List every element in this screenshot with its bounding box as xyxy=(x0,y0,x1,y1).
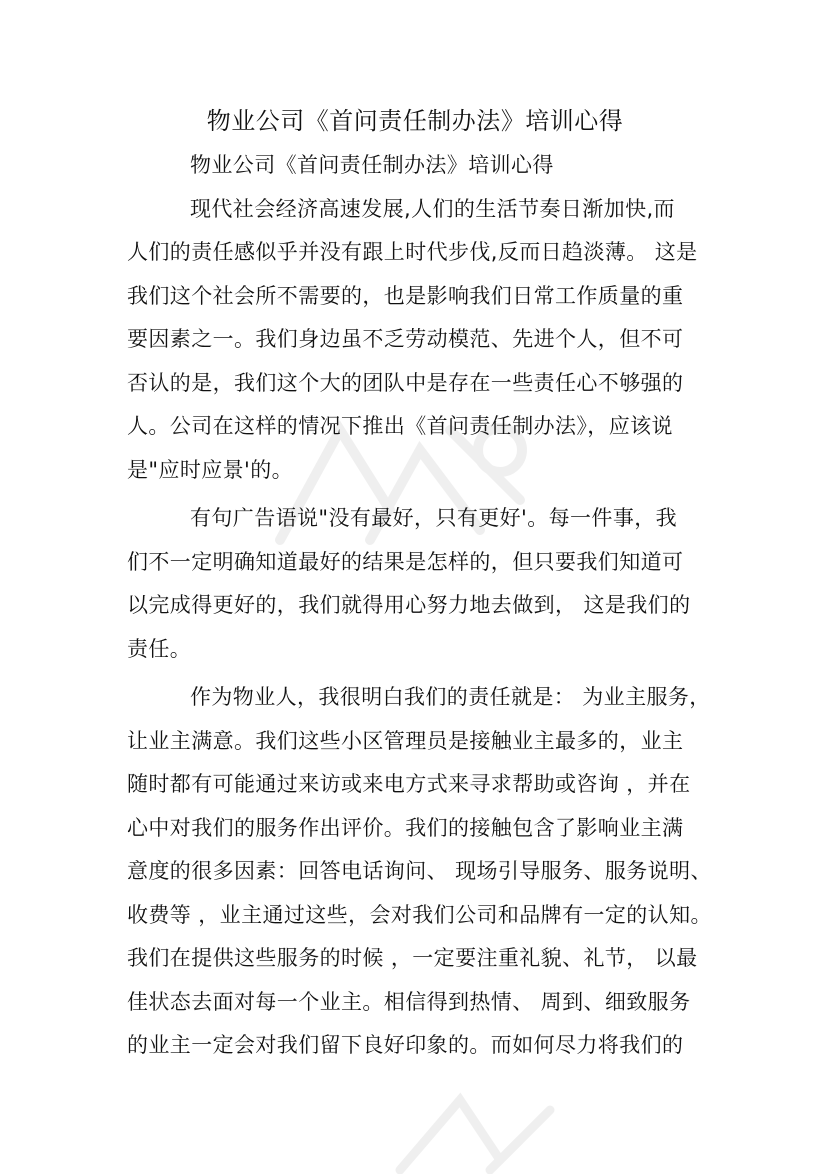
paragraph-line: 要因素之一。我们身边虽不乏劳动模范、先进个人，但不可 xyxy=(127,327,684,351)
paragraph-line: 物业公司《首问责任制办法》培训心得 xyxy=(190,153,554,177)
paragraph-line: 佳状态去面对每一个业主。相信得到热情、 周到、细致服务 xyxy=(127,989,691,1014)
paragraph-line: 让业主满意。我们这些小区管理员是接触业主最多的，业主 xyxy=(127,728,684,753)
paragraph-line: 现代社会经济高速发展,人们的生活节奏日渐加快,而 xyxy=(190,196,675,221)
paragraph-line: 们不一定明确知道最好的结果是怎样的，但只要我们知道可 xyxy=(127,549,684,574)
paragraph-line: 有句广告语说"没有最好，只有更好'。每一件事，我 xyxy=(190,506,678,530)
paragraph xyxy=(127,188,707,493)
paragraph-subtitle xyxy=(127,144,707,188)
paragraph-line: 责任。 xyxy=(127,636,192,661)
paragraph-line: 心中对我们的服务作出评价。我们的接触包含了影响业主满 xyxy=(127,815,684,840)
watermark-icon xyxy=(380,1080,580,1174)
paragraph-line: 随时都有可能通过来访或来电方式来寻求帮助或咨询 ，并在 xyxy=(127,772,691,796)
paragraph-line: 作为物业人，我很明白我们的责任就是： 为业主服务， xyxy=(190,685,711,709)
document-title: 物业公司《首问责任制办法》培训心得 xyxy=(206,107,624,135)
paragraph-line: 的业主一定会对我们留下良好印象的。而如何尽力将我们的 xyxy=(127,1033,684,1057)
paragraph-line: 人们的责任感似乎并没有跟上时代步伐,反而日趋淡薄。 这是 xyxy=(127,240,698,264)
paragraph-line: 人。公司在这样的情况下推出《首问责任制办法》，应该说 xyxy=(127,414,673,438)
paragraph-line: 意度的很多因素：回答电话询问、 现场引导服务、服务说明、 xyxy=(127,859,712,883)
paragraph xyxy=(127,497,707,671)
paragraph xyxy=(127,676,712,1068)
paragraph-line: 否认的是，我们这个大的团队中是存在一些责任心不够强的 xyxy=(127,370,684,395)
paragraph-line: 我们在提供这些服务的时候 ，一定要注重礼貌、礼节， 以最 xyxy=(127,946,698,970)
paragraph-line: 我们这个社会所不需要的，也是影响我们日常工作质量的重 xyxy=(127,283,684,308)
paragraph-line: 收费等 ，业主通过这些，会对我们公司和品牌有一定的认知。 xyxy=(127,902,712,927)
paragraph-line: 以完成得更好的，我们就得用心努力地去做到， 这是我们的 xyxy=(127,593,691,617)
document-body xyxy=(127,140,712,1068)
paragraph-line: 是"应时应景'的。 xyxy=(127,457,294,482)
